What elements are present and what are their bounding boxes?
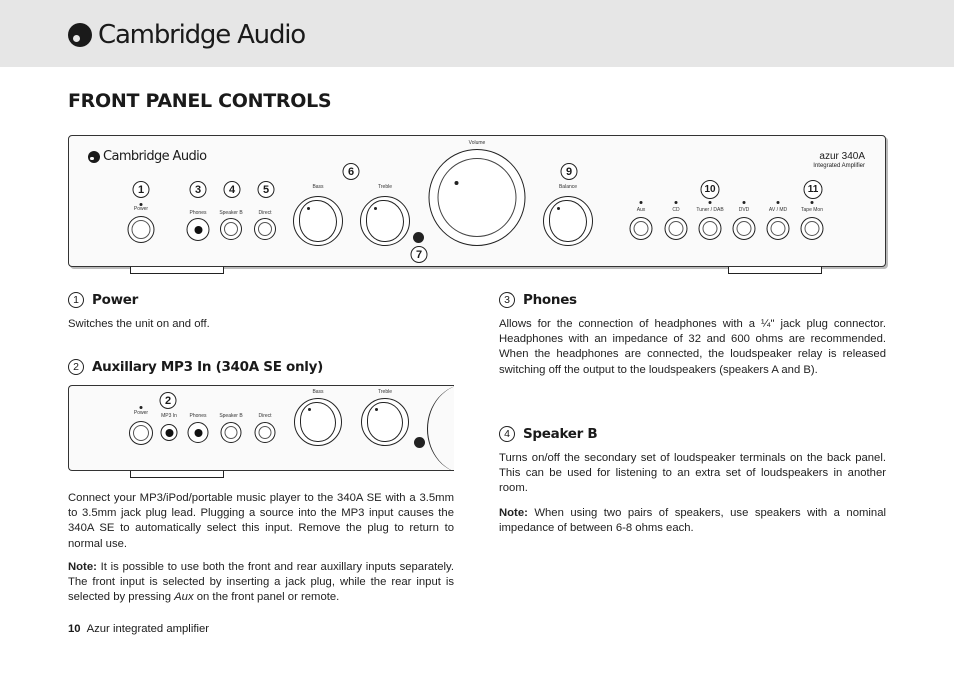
treble-label: Treble [378,389,392,395]
brand-name: Cambridge Audio [98,20,305,50]
section-number: 4 [499,426,515,442]
section-text: Connect your MP3/iPod/portable music player to the 340A SE with a 3.5mm to 3.5mm jack plug lead. Plugging a source into the MP3 input causes the 340A SE to automatically select this input. Remove the plug to return to normal use. [68,492,454,550]
ir-sensor [414,437,425,448]
aux-led [640,201,643,204]
section-text: Turns on/off the secondary set of loudspeaker terminals on the back panel. This can be used for listening to an extra set of loudspeakers in another room. [499,452,886,495]
av-md-led [777,201,780,204]
speaker-b-button[interactable] [220,218,242,240]
page-title: FRONT PANEL CONTROLS [68,90,332,112]
section-mp3-body [68,491,454,605]
tape-mon-button[interactable] [801,217,824,240]
cambridge-audio-logo-icon [68,23,92,47]
aux-label: Aux [636,207,646,213]
section-mp3 [68,359,454,375]
note-label: Note: [68,560,97,573]
callout-7: 7 [411,246,428,263]
av-md-button[interactable] [767,217,790,240]
header-band [0,0,954,67]
aux-button[interactable] [630,217,653,240]
panel-foot-left [130,267,224,274]
mp3-in-jack[interactable] [161,424,178,441]
treble-label: Treble [378,184,392,190]
tape-mon-label: Tape Mon [801,207,823,213]
speaker-b-label: Speaker B [219,413,243,419]
phones-jack[interactable] [187,218,210,241]
section-number: 3 [499,292,515,308]
section-number: 2 [68,359,84,375]
volume-label: Volume [468,140,486,146]
model-name: azur 340A [819,151,865,162]
bass-label: Bass [312,389,324,395]
direct-label: Direct [258,210,272,216]
dvd-label: DVD [738,207,750,213]
ir-sensor [413,232,424,243]
callout-1: 1 [133,181,150,198]
brand-logo [68,20,305,50]
cd-button[interactable] [665,217,688,240]
phones-jack[interactable] [188,422,209,443]
balance-knob[interactable] [543,196,593,246]
note-text: When using two pairs of speakers, use speakers with a nominal impedance of between 6-8 ohms each. [499,506,886,534]
callout-10: 10 [701,180,720,199]
section-title: Speaker B [523,426,598,442]
power-label: Power [133,410,149,416]
section-note [68,560,454,606]
callout-4: 4 [224,181,241,198]
section-text: Switches the unit on and off. [68,318,210,330]
direct-button[interactable] [255,422,276,443]
panel2-foot [130,471,224,478]
panel-brand: Cambridge Audio [103,149,207,164]
section-title: Power [92,292,138,308]
cd-led [675,201,678,204]
note-emphasis: Aux [174,591,194,604]
callout-2: 2 [160,392,177,409]
av-md-label: AV / MD [768,207,788,213]
callout-6: 6 [343,163,360,180]
phones-label: Phones [189,413,207,419]
tuner-label: Tuner / DAB [696,207,724,213]
speaker-b-label: Speaker B [219,210,243,216]
front-panel-diagram [68,135,886,267]
bass-knob[interactable] [294,398,342,446]
section-note [499,506,886,536]
note-text-a: It is possible to use both the front and rear auxillary inputs separately. The front input is selected by inserting a jack plug, while the rear input is selected by pressing [68,560,454,604]
phones-label: Phones [189,210,207,216]
volume-knob-edge [427,385,454,471]
panel-logo-icon [88,151,100,163]
balance-label: Balance [558,184,578,190]
callout-3: 3 [190,181,207,198]
section-text: Allows for the connection of headphones with a ¼" jack plug connector. Headphones with an impedance of 32 and 600 ohms are recommended. When the headphones are connected, the loudspeaker relay is released switching off the output to the loudspeakers (speakers A and B). [499,318,886,376]
direct-label: Direct [258,413,272,419]
tape-mon-led [811,201,814,204]
model-label [813,151,865,169]
panel-foot-right [728,267,822,274]
mp3-panel-diagram [68,385,454,471]
speaker-b-button[interactable] [221,422,242,443]
power-button[interactable] [129,421,153,445]
tuner-led [709,201,712,204]
cd-label: CD [672,207,680,213]
section-number: 1 [68,292,84,308]
section-speaker-b [499,426,886,536]
page-footer [68,623,209,635]
direct-button[interactable] [254,218,276,240]
note-label: Note: [499,506,528,519]
power-led [140,406,143,409]
mp3-in-label: MP3 In [161,413,177,419]
bass-knob[interactable] [293,196,343,246]
dvd-led [743,201,746,204]
model-subtitle: Integrated Amplifier [813,163,865,169]
bass-label: Bass [312,184,324,190]
power-button[interactable] [128,216,155,243]
dvd-button[interactable] [733,217,756,240]
section-power [68,292,454,332]
section-title: Phones [523,292,577,308]
volume-knob[interactable] [429,149,526,246]
tuner-button[interactable] [699,217,722,240]
callout-11: 11 [804,180,823,199]
panel-logo [88,149,207,164]
callout-5: 5 [258,181,275,198]
page-number: 10 [68,623,81,635]
treble-knob[interactable] [361,398,409,446]
callout-9: 9 [561,163,578,180]
treble-knob[interactable] [360,196,410,246]
section-phones [499,292,886,378]
section-title: Auxillary MP3 In (340A SE only) [92,359,323,375]
footer-text: Azur integrated amplifier [86,623,210,635]
power-label: Power [133,206,149,212]
note-text-b: on the front panel or remote. [193,591,340,604]
